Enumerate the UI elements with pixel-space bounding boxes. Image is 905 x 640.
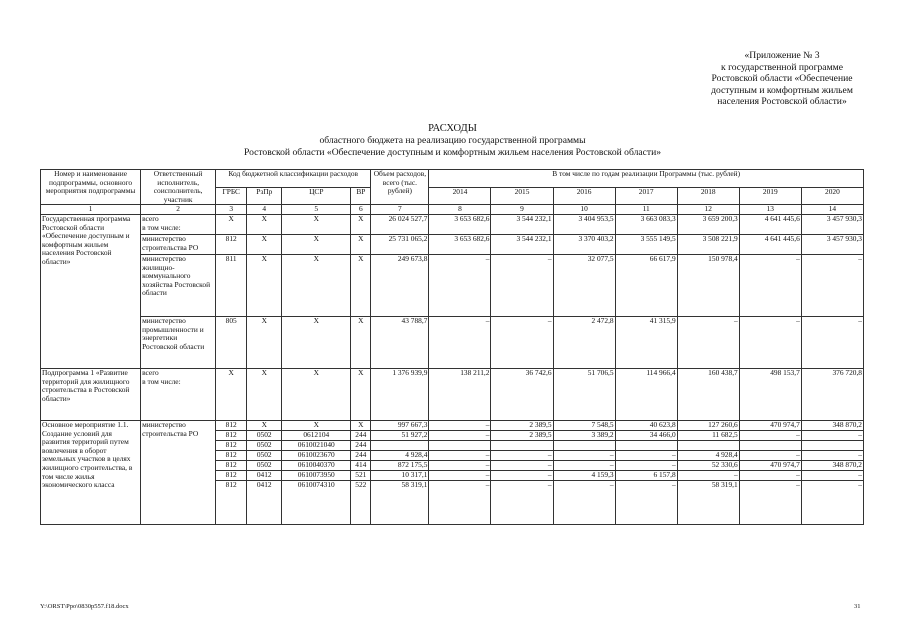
year-value-cell: 11 682,5: [677, 430, 739, 440]
year-value-cell: 2 389,5: [491, 420, 553, 430]
grbs-cell: X: [216, 214, 247, 234]
year-value-cell: 36 742,6: [491, 368, 553, 420]
year-value-cell: 4 641 445,6: [739, 234, 801, 254]
csr-cell: X: [282, 254, 351, 316]
grbs-cell: 805: [216, 316, 247, 368]
year-value-cell: [615, 440, 677, 450]
vr-cell: X: [351, 368, 371, 420]
year-value-cell: 2 472,8: [553, 316, 615, 368]
grbs-cell: 812: [216, 420, 247, 430]
total-cell: 26 024 527,7: [371, 214, 429, 234]
year-value-cell: 4 928,4: [677, 450, 739, 460]
year-value-cell: 2 389,5: [491, 430, 553, 440]
year-value-cell: –: [739, 450, 801, 460]
vr-cell: 244: [351, 430, 371, 440]
executor-cell: министерство строительства РО: [141, 234, 216, 254]
executor-cell: всего в том числе:: [141, 214, 216, 234]
executor-cell: всего в том числе:: [141, 368, 216, 420]
year-value-cell: [429, 440, 491, 450]
year-value-cell: 34 466,0: [615, 430, 677, 440]
grbs-cell: 812: [216, 480, 247, 524]
appendix-line: «Приложение № 3: [744, 50, 820, 61]
year-value-cell: –: [615, 480, 677, 524]
year-value-cell: –: [801, 480, 863, 524]
column-number: 2: [141, 205, 216, 215]
header-year: 2019: [739, 187, 801, 205]
rzpr-cell: X: [247, 368, 282, 420]
year-value-cell: –: [677, 470, 739, 480]
rzpr-cell: X: [247, 214, 282, 234]
rzpr-cell: 0412: [247, 470, 282, 480]
grbs-cell: X: [216, 368, 247, 420]
year-value-cell: –: [491, 450, 553, 460]
header-total: Объем расходов, всего (тыс. рублей): [371, 170, 429, 205]
year-value-cell: 40 623,8: [615, 420, 677, 430]
header-rzpr: РзПр: [247, 187, 282, 205]
vr-cell: 521: [351, 470, 371, 480]
appendix-line: населения Ростовской области»: [717, 96, 847, 108]
column-number: 5: [282, 205, 351, 215]
year-value-cell: –: [553, 460, 615, 470]
year-value-cell: 3 659 200,3: [677, 214, 739, 234]
header-year: 2018: [677, 187, 739, 205]
year-value-cell: –: [739, 480, 801, 524]
year-value-cell: 127 260,6: [677, 420, 739, 430]
csr-cell: 0610021040: [282, 440, 351, 450]
year-value-cell: 7 548,5: [553, 420, 615, 430]
column-number-row: [41, 205, 864, 215]
year-value-cell: [801, 440, 863, 450]
header-year: 2017: [615, 187, 677, 205]
year-value-cell: 376 720,8: [801, 368, 863, 420]
vr-cell: X: [351, 214, 371, 234]
column-number: 8: [429, 205, 491, 215]
year-value-cell: 51 706,5: [553, 368, 615, 420]
year-value-cell: 160 438,7: [677, 368, 739, 420]
vr-cell: X: [351, 254, 371, 316]
column-number: 11: [615, 205, 677, 215]
csr-cell: 0610073950: [282, 470, 351, 480]
subprogram-name-cell: Подпрограмма 1 «Развитие территорий для жилищного строительства в Ростовской области»: [41, 368, 141, 420]
year-value-cell: 3 457 930,3: [801, 214, 863, 234]
header-grbs: ГРБС: [216, 187, 247, 205]
year-value-cell: 3 544 232,1: [491, 214, 553, 234]
year-value-cell: 498 153,7: [739, 368, 801, 420]
year-value-cell: [491, 440, 553, 450]
rzpr-cell: X: [247, 254, 282, 316]
rzpr-cell: X: [247, 234, 282, 254]
total-cell: [371, 440, 429, 450]
rzpr-cell: 0502: [247, 430, 282, 440]
year-value-cell: 52 330,6: [677, 460, 739, 470]
year-value-cell: 66 617,9: [615, 254, 677, 316]
year-value-cell: –: [429, 450, 491, 460]
year-value-cell: 6 157,8: [615, 470, 677, 480]
year-value-cell: –: [429, 470, 491, 480]
vr-cell: 414: [351, 460, 371, 470]
page-number: 31: [854, 603, 861, 610]
total-cell: 10 317,1: [371, 470, 429, 480]
document-subtitle-2: Ростовской области «Обеспечение доступным и комфортным жильем населения Ростовской области»: [243, 147, 662, 158]
table-row: [41, 214, 864, 234]
table-row: [41, 368, 864, 420]
year-value-cell: 138 211,2: [429, 368, 491, 420]
table-row: [41, 234, 864, 254]
header-years: В том числе по годам реализации Программы (тыс. рублей): [429, 170, 864, 188]
csr-cell: X: [282, 214, 351, 234]
year-value-cell: –: [429, 480, 491, 524]
year-value-cell: –: [491, 254, 553, 316]
measure-name-cell: Основное мероприятие 1.1. Создание условий для развития территорий путем вовлечения в оборот земельных участков в целях жилищного строительства, в том числе жилья экономического класса: [41, 420, 141, 524]
vr-cell: 244: [351, 440, 371, 450]
year-value-cell: 470 974,7: [739, 460, 801, 470]
column-number: 12: [677, 205, 739, 215]
column-number: 10: [553, 205, 615, 215]
total-cell: 249 673,8: [371, 254, 429, 316]
vr-cell: X: [351, 316, 371, 368]
vr-cell: X: [351, 420, 371, 430]
year-value-cell: –: [739, 254, 801, 316]
header-year: 2016: [553, 187, 615, 205]
year-value-cell: –: [429, 316, 491, 368]
appendix-line: Ростовской области «Обеспечение: [711, 73, 853, 85]
appendix-line: доступным и комфортным жильем: [711, 84, 853, 96]
csr-cell: X: [282, 234, 351, 254]
table-body: [41, 214, 864, 524]
year-value-cell: –: [739, 470, 801, 480]
grbs-cell: 812: [216, 460, 247, 470]
total-cell: 997 667,3: [371, 420, 429, 430]
csr-cell: 0612104: [282, 430, 351, 440]
year-value-cell: –: [553, 450, 615, 460]
column-number: 4: [247, 205, 282, 215]
column-number: 14: [801, 205, 863, 215]
grbs-cell: 811: [216, 254, 247, 316]
header-year: 2015: [491, 187, 553, 205]
csr-cell: 0610074310: [282, 480, 351, 524]
header-budget-code: Код бюджетной классификации расходов: [216, 170, 371, 188]
year-value-cell: [677, 440, 739, 450]
year-value-cell: –: [615, 450, 677, 460]
total-cell: 58 319,1: [371, 480, 429, 524]
year-value-cell: 348 870,2: [801, 460, 863, 470]
year-value-cell: –: [739, 430, 801, 440]
year-value-cell: 3 653 682,6: [429, 214, 491, 234]
year-value-cell: 114 966,4: [615, 368, 677, 420]
total-cell: 43 788,7: [371, 316, 429, 368]
header-year: 2020: [801, 187, 863, 205]
year-value-cell: –: [429, 420, 491, 430]
header-vr: ВР: [351, 187, 371, 205]
total-cell: 872 175,5: [371, 460, 429, 470]
rzpr-cell: 0502: [247, 460, 282, 470]
rzpr-cell: X: [247, 316, 282, 368]
year-value-cell: –: [615, 460, 677, 470]
year-value-cell: –: [553, 480, 615, 524]
column-number: 7: [371, 205, 429, 215]
year-value-cell: 150 978,4: [677, 254, 739, 316]
header-csr: ЦСР: [282, 187, 351, 205]
csr-cell: 0610023670: [282, 450, 351, 460]
year-value-cell: 58 319,1: [677, 480, 739, 524]
year-value-cell: 348 870,2: [801, 420, 863, 430]
document-title: РАСХОДЫ: [428, 123, 477, 134]
document-subtitle: областного бюджета на реализацию государственной программы: [319, 135, 586, 146]
total-cell: 51 927,2: [371, 430, 429, 440]
year-value-cell: –: [491, 460, 553, 470]
rzpr-cell: 0502: [247, 450, 282, 460]
year-value-cell: 3 555 149,5: [615, 234, 677, 254]
rzpr-cell: 0502: [247, 440, 282, 450]
year-value-cell: 4 641 445,6: [739, 214, 801, 234]
year-value-cell: –: [801, 430, 863, 440]
table-row: [41, 254, 864, 316]
appendix-line: к государственной программе: [721, 61, 843, 73]
csr-cell: X: [282, 316, 351, 368]
rzpr-cell: X: [247, 420, 282, 430]
column-number: 13: [739, 205, 801, 215]
year-value-cell: [739, 440, 801, 450]
total-cell: 4 928,4: [371, 450, 429, 460]
csr-cell: 0610040370: [282, 460, 351, 470]
grbs-cell: 812: [216, 234, 247, 254]
year-value-cell: 3 544 232,1: [491, 234, 553, 254]
year-value-cell: 3 389,2: [553, 430, 615, 440]
csr-cell: X: [282, 368, 351, 420]
year-value-cell: –: [739, 316, 801, 368]
year-value-cell: –: [491, 470, 553, 480]
appendix-note: [640, 50, 905, 108]
year-value-cell: 3 370 403,2: [553, 234, 615, 254]
year-value-cell: –: [677, 316, 739, 368]
column-number: 1: [41, 205, 141, 215]
year-value-cell: [553, 440, 615, 450]
expenses-table: [40, 169, 864, 525]
year-value-cell: 470 974,7: [739, 420, 801, 430]
vr-cell: 244: [351, 450, 371, 460]
year-value-cell: 3 508 221,9: [677, 234, 739, 254]
program-name-cell: Государственная программа Ростовской области «Обеспечение доступным и комфортным жильем населения Ростовской области»: [41, 214, 141, 368]
year-value-cell: –: [429, 430, 491, 440]
year-value-cell: –: [429, 460, 491, 470]
grbs-cell: 812: [216, 430, 247, 440]
column-number: 9: [491, 205, 553, 215]
year-value-cell: –: [491, 316, 553, 368]
grbs-cell: 812: [216, 470, 247, 480]
total-cell: 25 731 065,2: [371, 234, 429, 254]
year-value-cell: 4 159,3: [553, 470, 615, 480]
year-value-cell: –: [801, 254, 863, 316]
column-number: 6: [351, 205, 371, 215]
executor-cell: министерство промышленности и энергетики Ростовской области: [141, 316, 216, 368]
header-executor: Ответственный исполнитель, соисполнитель, участник: [141, 170, 216, 205]
year-value-cell: 41 315,9: [615, 316, 677, 368]
table-row: [41, 316, 864, 368]
vr-cell: 522: [351, 480, 371, 524]
executor-cell: министерство жилищно-коммунального хозяйства Ростовской области: [141, 254, 216, 316]
year-value-cell: 3 653 682,6: [429, 234, 491, 254]
header-name: Номер и наименование подпрограммы, основного мероприятия подпрограммы: [41, 170, 141, 205]
header-year: 2014: [429, 187, 491, 205]
year-value-cell: 3 404 953,5: [553, 214, 615, 234]
year-value-cell: –: [801, 316, 863, 368]
rzpr-cell: 0412: [247, 480, 282, 524]
grbs-cell: 812: [216, 450, 247, 460]
total-cell: 1 376 939,9: [371, 368, 429, 420]
grbs-cell: 812: [216, 440, 247, 450]
header-row: [41, 170, 864, 188]
vr-cell: X: [351, 234, 371, 254]
year-value-cell: 3 457 930,3: [801, 234, 863, 254]
year-value-cell: –: [801, 450, 863, 460]
year-value-cell: –: [429, 254, 491, 316]
year-value-cell: –: [491, 480, 553, 524]
year-value-cell: 3 663 083,3: [615, 214, 677, 234]
year-value-cell: –: [801, 470, 863, 480]
executor-cell: министерство строительства РО: [141, 420, 216, 524]
year-value-cell: 32 077,5: [553, 254, 615, 316]
csr-cell: X: [282, 420, 351, 430]
table-row: [41, 420, 864, 430]
footer-file-path: Y:\ORST\Ppo\0830p557.f18.docx: [40, 603, 129, 610]
column-number: 3: [216, 205, 247, 215]
